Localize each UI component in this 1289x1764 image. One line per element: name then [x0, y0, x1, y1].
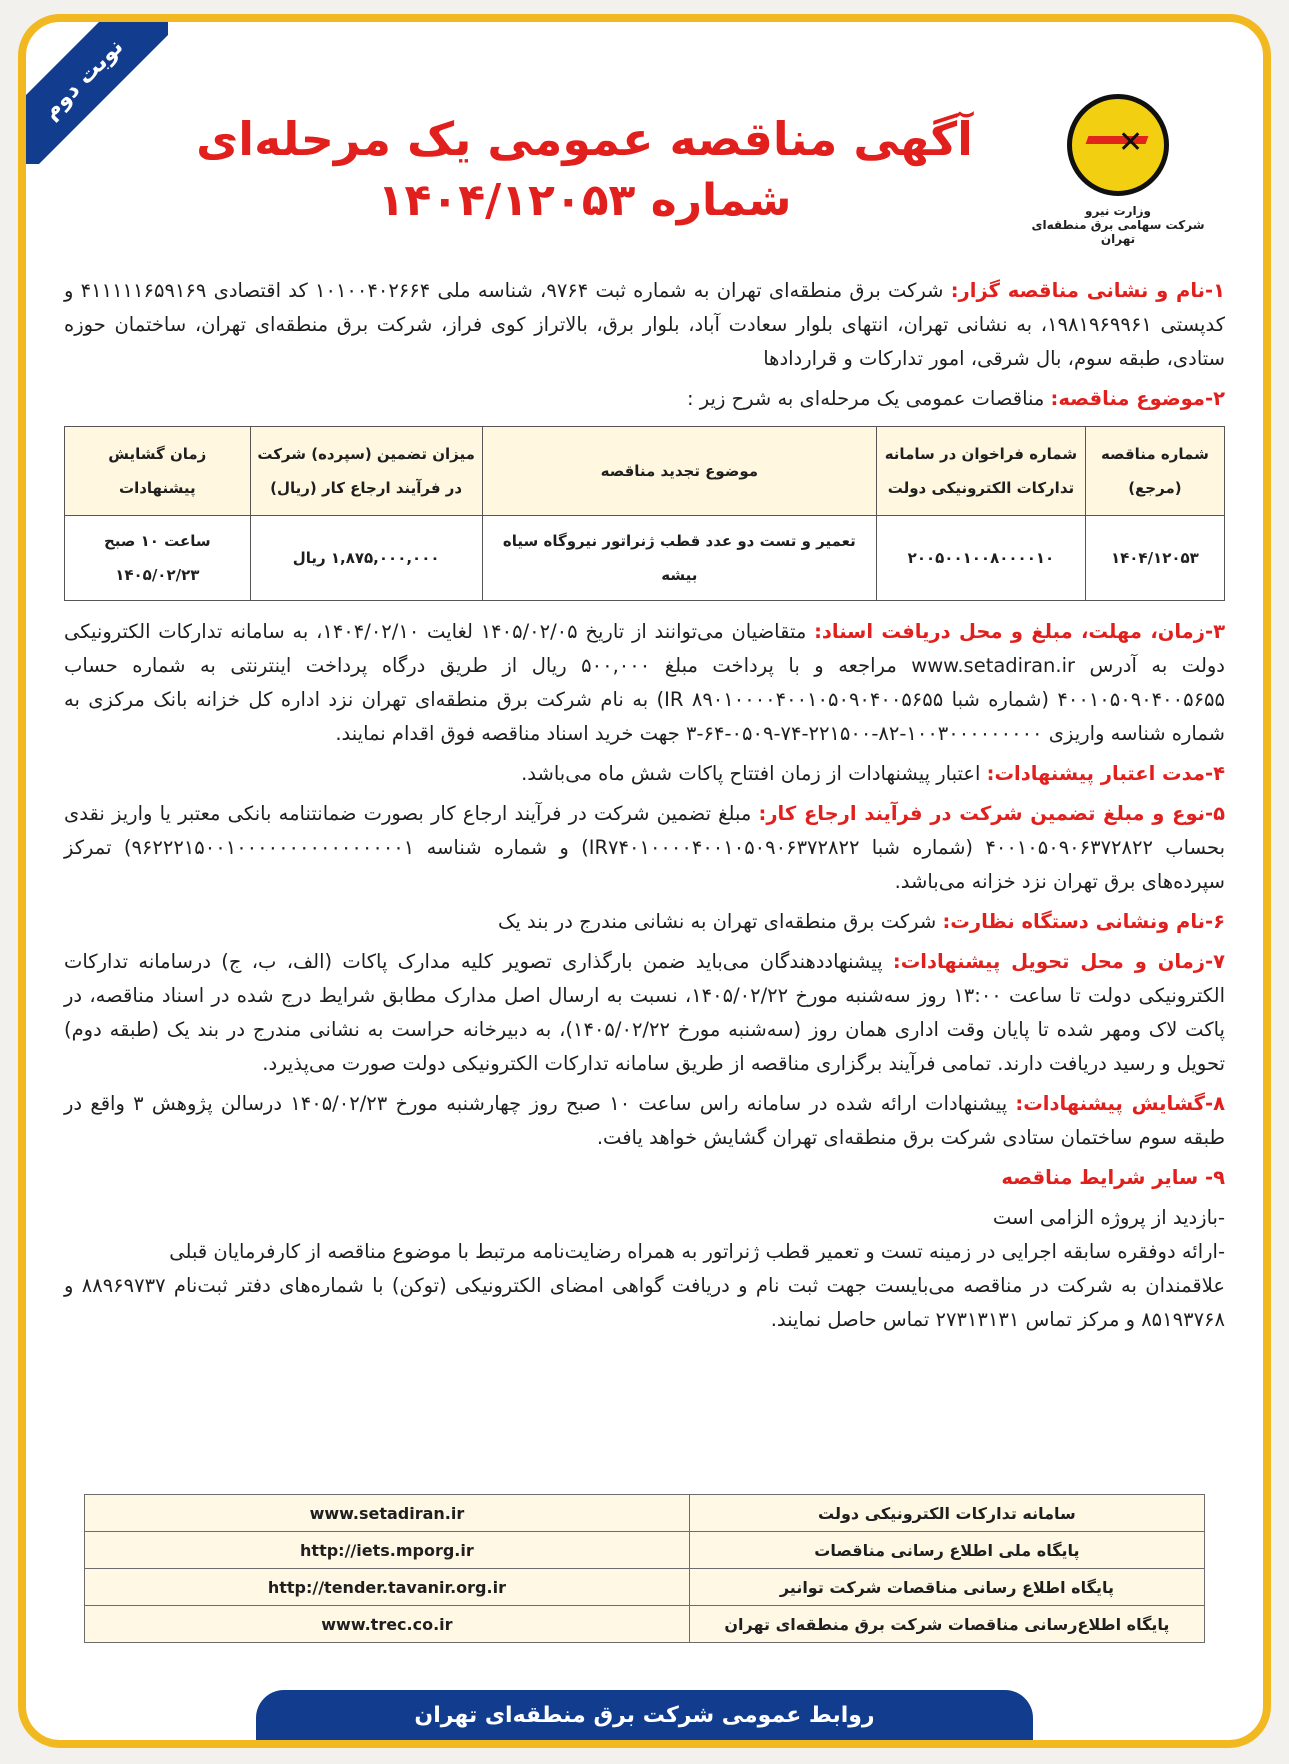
site-name: پایگاه اطلاع‌رسانی مناقصات شرکت برق منطقه‌ای تهران	[689, 1606, 1204, 1643]
site-name: پایگاه ملی اطلاع رسانی مناقصات	[689, 1532, 1204, 1569]
table-cell: ۲۰۰۵۰۰۱۰۰۸۰۰۰۰۱۰	[877, 516, 1086, 601]
site-url[interactable]: www.setadiran.ir	[85, 1495, 690, 1532]
table-cell: ۱۴۰۴/۱۲۰۵۳	[1085, 516, 1224, 601]
section-heading: ۱-نام و نشانی مناقصه گزار:	[950, 279, 1225, 302]
section-text: شرکت برق منطقه‌ای تهران به شماره ثبت ۹۷۶۴، شناسه ملی ۱۰۱۰۰۴۰۲۶۶۴ کد اقتصادی ۴۱۱۱۱۱۶۵۹۱۶۹ و کدپستی ۱۹۸۱۹۶۹۹۶۱، به نشانی تهران، انتهای بلوار سعادت آباد، بلوار برق، بالاتراز کوی فراز، شرکت برق منطقه‌ای تهران، ساختمان حوزه ستادی، طبقه سوم، بال شرقی، امور تدارکات و قراردادها	[64, 279, 1225, 370]
table-cell: ۱,۸۷۵,۰۰۰,۰۰۰ ریال	[250, 516, 482, 601]
site-name: سامانه تدارکات الکترونیکی دولت	[689, 1495, 1204, 1532]
corner-badge	[18, 14, 168, 164]
column-header: شماره فراخوان در سامانه تدارکات الکترونیکی دولت	[877, 427, 1086, 516]
section-5	[64, 797, 1225, 899]
list-item: -ارائه دوفقره سابقه اجرایی در زمینه تست و تعمیر قطب ژنراتور به همراه رضایت‌نامه مرتبط با موضوع مناقصه از کارفرمایان قبلی	[169, 1240, 1225, 1263]
title-block	[176, 112, 993, 228]
section-heading: ۹- سایر شرایط مناقصه	[1001, 1166, 1225, 1189]
logo-company: شرکت سهامی برق منطقه‌ای تهران	[1031, 218, 1205, 246]
table-row	[85, 1606, 1205, 1643]
electric-logo-icon: ✕	[1067, 94, 1169, 196]
table-row	[85, 1532, 1205, 1569]
list-item: علاقمندان به شرکت در مناقصه می‌بایست جهت ثبت نام و دریافت گواهی امضای الکترونیکی (توکن) با شماره‌های دفتر ثبت‌نام ۸۸۹۶۹۷۳۷ و ۸۵۱۹۳۷۶۸ و مرکز تماس ۲۷۳۱۳۱۳۱ تماس حاصل نمایند.	[64, 1274, 1225, 1331]
section-text: شرکت برق منطقه‌ای تهران به نشانی مندرج در بند یک	[497, 910, 943, 933]
table-row	[85, 1495, 1205, 1532]
section-text: پیشنهادات ارائه شده در سامانه راس ساعت ۱۰ صبح روز چهارشنبه مورخ ۱۴۰۵/۰۲/۲۳ درسالن پژوهش ۳ واقع در طبقه سوم ساختمان ستادی شرکت برق منطقه‌ای تهران گشایش خواهد یافت.	[64, 1092, 1225, 1149]
section-text: متقاضیان می‌توانند از تاریخ ۱۴۰۵/۰۲/۰۵ لغایت ۱۴۰۴/۰۲/۱۰، به سامانه تدارکات الکترونیکی دولت به آدرس www.setadiran.ir مراجعه و با پرداخت مبلغ ۵۰۰,۰۰۰ ریال از طریق درگاه پرداخت اینترنتی به شماره حساب ۴۰۰۱۰۵۰۹۰۴۰۰۵۶۵۵ (شماره شبا IR ۸۹۰۱۰۰۰۰۴۰۰۱۰۵۰۹۰۴۰۰۵۶۵۵) به نام شرکت برق منطقه‌ای تهران نزد اداره کل خزانه بانک مرکزی به شماره شناسه واریزی ۱۰۰۳۰۰۰۰۰۰۰۰۰-۸۲-۲۲۱۵۰۰-۷۴-۰۵۰۹-۶۴-۳ جهت خرید اسناد مناقصه فوق اقدام نمایند.	[64, 620, 1225, 745]
notice-content	[64, 274, 1225, 1337]
column-header: موضوع تجدید مناقصه	[482, 427, 876, 516]
table-row	[65, 516, 1225, 601]
section-text: پیشنهاددهندگان می‌باید ضمن بارگذاری تصویر کلیه مدارک پاکات (الف، ب، ج) درسامانه تدارکات الکترونیکی دولت تا ساعت ۱۳:۰۰ روز سه‌شنبه مورخ ۱۴۰۵/۰۲/۲۲، نسبت به ارسال اصل مدارک مطابق شرایط درج شده در اسناد مناقصه، در پاکت لاک ومهر شده تا پایان وقت اداری همان روز (سه‌شنبه مورخ ۱۴۰۵/۰۲/۲۲)، به دبیرخانه حراست به نشانی مندرج در بند یک (طبقه دوم) تحویل و رسید دریافت دارند. تمامی فرآیند برگزاری مناقصه از طریق سامانه تدارکات الکترونیکی دولت صورت می‌پذیرد.	[64, 950, 1225, 1075]
section-text: اعتبار پیشنهادات از زمان افتتاح پاکات شش ماه می‌باشد.	[521, 762, 987, 785]
badge-label: نوبت دوم	[18, 14, 168, 164]
site-name: پایگاه اطلاع رسانی مناقصات شرکت توانیر	[689, 1569, 1204, 1606]
section-2	[64, 382, 1225, 416]
site-url[interactable]: www.trec.co.ir	[85, 1606, 690, 1643]
section-text: مبلغ تضمین شرکت در فرآیند ارجاع کار بصورت ضمانتنامه بانکی معتبر یا واریز نقدی بحساب ۴۰۰۱۰۵۰۹۰۶۳۷۲۸۲۲ (شماره شبا IR۷۴۰۱۰۰۰۰۴۰۰۱۰۵۰۹۰۶۳۷۲۸۲۲) و شماره شناسه ۹۶۲۲۲۱۵۰۰۱۰۰۰۰۰۰۰۰۰۰۰۰۰۰۰۰۱) تمرکز سپرده‌های برق تهران نزد خزانه می‌باشد.	[64, 802, 1225, 893]
section-4	[64, 757, 1225, 791]
notice-frame	[18, 14, 1271, 1748]
site-url[interactable]: http://tender.tavanir.org.ir	[85, 1569, 690, 1606]
tender-table	[64, 426, 1225, 601]
column-header: میزان تضمین (سپرده) شرکت در فرآیند ارجاع کار (ریال)	[250, 427, 482, 516]
website-table	[84, 1494, 1205, 1643]
section-heading: ۷-زمان و محل تحویل پیشنهادات:	[892, 950, 1225, 973]
section-1	[64, 274, 1225, 376]
table-cell: تعمیر و تست دو عدد قطب ژنراتور نیروگاه سیاه بیشه	[482, 516, 876, 601]
section-6	[64, 905, 1225, 939]
header	[26, 22, 1263, 262]
tender-number-title: شماره ۱۴۰۴/۱۲۰۵۳	[377, 175, 792, 227]
section-heading: ۳-زمان، مهلت، مبلغ و محل دریافت اسناد:	[814, 620, 1225, 643]
section-heading: ۲-موضوع مناقصه:	[1050, 387, 1225, 410]
section-heading: ۶-نام ونشانی دستگاه نظارت:	[942, 910, 1225, 933]
conditions-list	[64, 1201, 1225, 1337]
section-9	[64, 1161, 1225, 1195]
section-7	[64, 945, 1225, 1081]
footer-banner: روابط عمومی شرکت برق منطقه‌ای تهران	[256, 1690, 1033, 1740]
section-heading: ۵-نوع و مبلغ تضمین شرکت در فرآیند ارجاع کار:	[758, 802, 1225, 825]
list-item: -بازدید از پروژه الزامی است	[992, 1206, 1225, 1229]
section-heading: ۸-گشایش پیشنهادات:	[1015, 1092, 1225, 1115]
section-text: مناقصات عمومی یک مرحله‌ای به شرح زیر :	[687, 387, 1051, 410]
table-cell: ساعت ۱۰ صبح ۱۴۰۵/۰۲/۲۳	[65, 516, 251, 601]
company-logo	[1013, 94, 1223, 246]
section-heading: ۴-مدت اعتبار پیشنهادات:	[986, 762, 1225, 785]
section-8	[64, 1087, 1225, 1155]
table-header-row	[65, 427, 1225, 516]
page-title: آگهی مناقصه عمومی یک مرحله‌ای	[196, 112, 973, 166]
column-header: شماره مناقصه (مرجع)	[1085, 427, 1224, 516]
column-header: زمان گشایش پیشنهادات	[65, 427, 251, 516]
section-3	[64, 615, 1225, 751]
logo-ministry: وزارت نیرو	[1085, 204, 1151, 218]
site-url[interactable]: http://iets.mporg.ir	[85, 1532, 690, 1569]
table-row	[85, 1569, 1205, 1606]
